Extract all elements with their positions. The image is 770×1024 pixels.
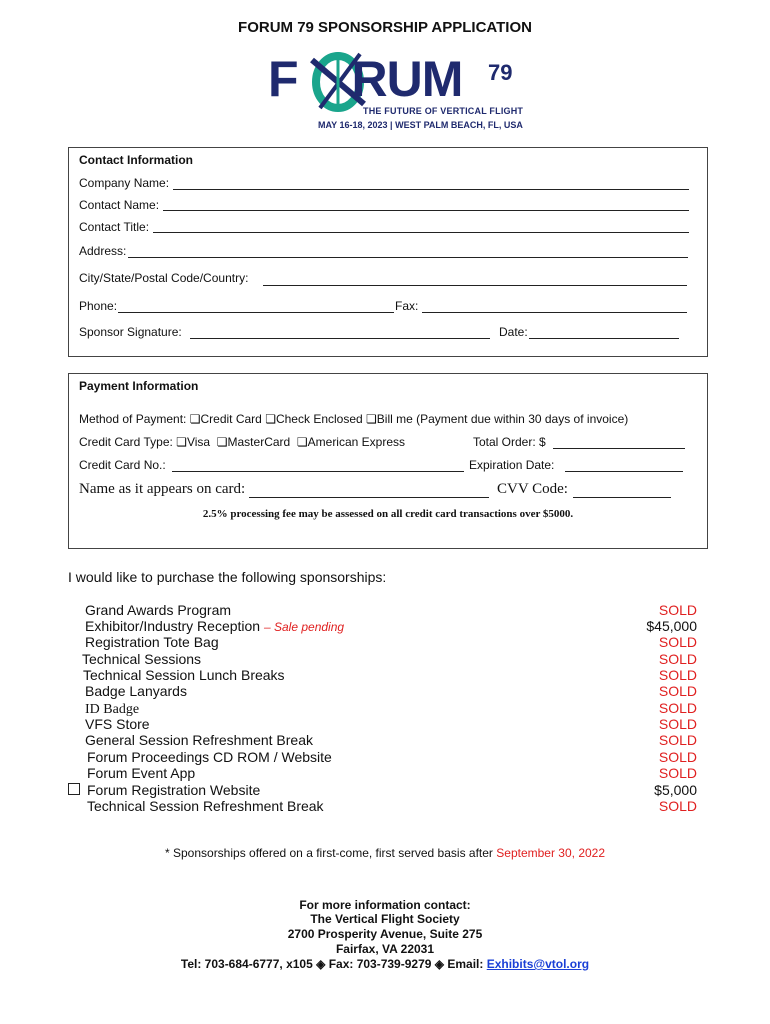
total-order-field[interactable]: [553, 448, 685, 449]
sponsorship-item: [85, 683, 187, 699]
sponsorship-price: SOLD: [658, 683, 697, 699]
sponsorship-name: Forum Proceedings CD ROM / Website: [87, 749, 332, 765]
sponsorship-item: [82, 651, 201, 667]
registration-website-checkbox[interactable]: [68, 783, 80, 795]
diamond-icon: ◈: [434, 957, 445, 971]
sponsorship-price: SOLD: [658, 798, 697, 814]
form-title: FORUM 79 SPONSORSHIP APPLICATION: [238, 19, 532, 36]
sponsorship-name: Grand Awards Program: [85, 602, 232, 618]
sponsorship-price: SOLD: [658, 716, 697, 732]
contact-title-field[interactable]: [153, 232, 689, 233]
logo-superscript: 79: [488, 60, 513, 85]
check-enclosed-option: Check Enclosed: [275, 412, 363, 426]
card-number-label: Credit Card No.:: [79, 458, 166, 472]
city-label: City/State/Postal Code/Country:: [79, 271, 249, 285]
sponsorship-item: [85, 732, 313, 748]
sponsorship-item: [85, 602, 231, 618]
payment-heading: Payment Information: [79, 379, 199, 393]
sponsorship-item: [87, 782, 260, 798]
phone-field[interactable]: [118, 312, 394, 313]
logo-wordmark: F RUM: [268, 51, 463, 107]
footer-contact-row: [0, 957, 770, 971]
check-enclosed-checkbox[interactable]: ❏: [265, 412, 276, 426]
sponsorship-name: Badge Lanyards: [85, 683, 187, 699]
payment-method-row: [79, 412, 628, 426]
fax-label: Fax:: [395, 299, 419, 313]
cvv-label: CVV Code:: [497, 481, 568, 497]
mastercard-option: MasterCard: [227, 435, 291, 449]
sponsorship-item: [85, 634, 219, 650]
sponsorship-name: Technical Session Refreshment Break: [87, 798, 324, 814]
sponsorship-name: VFS Store: [85, 716, 150, 732]
expiration-label: Expiration Date:: [469, 458, 555, 472]
sponsorship-price: SOLD: [658, 732, 697, 748]
sponsorship-item: [83, 667, 285, 683]
footer-email-link[interactable]: Exhibits@vtol.org: [486, 957, 590, 971]
footer-org-name: The Vertical Flight Society: [310, 912, 460, 926]
contact-heading: Contact Information: [79, 153, 193, 167]
first-come-note: [0, 846, 770, 860]
sponsorship-name: Exhibitor/Industry Reception: [85, 618, 261, 634]
sale-pending-note: – Sale pending: [263, 620, 345, 634]
first-come-date: September 30, 2022: [496, 846, 606, 860]
name-on-card-field[interactable]: [249, 497, 489, 498]
sponsorship-price: SOLD: [658, 749, 697, 765]
card-type-label: Credit Card Type:: [79, 435, 173, 449]
sponsorship-name: Registration Tote Bag: [85, 634, 219, 650]
sponsorship-name: Forum Registration Website: [87, 782, 261, 798]
logo-tagline: THE FUTURE OF VERTICAL FLIGHT: [363, 106, 524, 116]
payment-method-label: Method of Payment:: [79, 412, 187, 426]
logo-dates: MAY 16-18, 2023 | WEST PALM BEACH, FL, USA: [318, 120, 523, 130]
date-label: Date:: [499, 325, 528, 339]
sponsorship-item: [87, 749, 332, 765]
sponsorship-name: General Session Refreshment Break: [85, 732, 313, 748]
sponsorship-price: $45,000: [646, 618, 697, 634]
sponsorship-item: [85, 716, 150, 732]
city-state-postal-country-field[interactable]: [263, 285, 687, 286]
sponsorship-price: SOLD: [658, 651, 697, 667]
amex-option: American Express: [307, 435, 406, 449]
credit-card-option: Credit Card: [200, 412, 262, 426]
expiration-field[interactable]: [565, 471, 683, 472]
sponsorship-item: [87, 765, 195, 781]
footer-line-1: For more information contact:: [299, 898, 471, 912]
sponsorship-price: SOLD: [658, 700, 697, 716]
contact-information-section: [68, 147, 708, 357]
date-field[interactable]: [529, 338, 679, 339]
contact-name-field[interactable]: [163, 210, 689, 211]
sponsorship-name: ID Badge: [85, 702, 140, 717]
company-name-field[interactable]: [173, 189, 689, 190]
sponsorship-item: [87, 798, 324, 814]
sponsorship-price: SOLD: [658, 765, 697, 781]
company-name-label: Company Name:: [79, 176, 170, 190]
contact-name-label: Contact Name:: [79, 198, 160, 212]
sponsorship-price: SOLD: [658, 634, 697, 650]
signature-label: Sponsor Signature:: [79, 325, 182, 339]
sponsorship-name: Forum Event App: [87, 765, 196, 781]
footer-email-label: Email:: [447, 957, 484, 971]
footer-fax: Fax: 703-739-9279: [328, 957, 432, 971]
card-number-field[interactable]: [172, 471, 464, 472]
name-on-card-label: Name as it appears on card:: [79, 481, 246, 497]
mastercard-checkbox[interactable]: ❏: [216, 435, 228, 449]
sponsorship-intro: I would like to purchase the following sponsorships:: [68, 569, 387, 585]
address-label: Address:: [79, 244, 127, 258]
footer-city: Fairfax, VA 22031: [335, 942, 435, 956]
sponsorship-price: $5,000: [654, 782, 697, 798]
address-field[interactable]: [128, 257, 688, 258]
signature-field[interactable]: [190, 338, 490, 339]
contact-title-label: Contact Title:: [79, 220, 150, 234]
visa-option: Visa: [186, 435, 211, 449]
sponsorship-item: [85, 618, 344, 634]
bill-me-checkbox[interactable]: ❏: [366, 412, 377, 426]
phone-label: Phone:: [79, 299, 118, 313]
processing-fee-note: 2.5% processing fee may be assessed on all credit card transactions over $5000.: [202, 508, 574, 520]
payment-information-section: [68, 373, 708, 549]
card-type-row: [79, 435, 405, 449]
sponsorship-name: Technical Sessions: [82, 651, 202, 667]
bill-me-option: Bill me (Payment due within 30 days of invoice): [376, 412, 629, 426]
cvv-field[interactable]: [573, 497, 671, 498]
visa-checkbox[interactable]: ❏: [176, 435, 187, 449]
footer-tel: Tel: 703-684-6777, x105: [180, 957, 313, 971]
diamond-icon: ◈: [316, 957, 326, 971]
credit-card-checkbox[interactable]: ❏: [189, 412, 201, 426]
sponsorship-name: Technical Session Lunch Breaks: [83, 667, 285, 683]
total-order-label: Total Order: $: [473, 435, 546, 449]
fax-field[interactable]: [422, 312, 687, 313]
amex-checkbox[interactable]: ❏: [296, 435, 308, 449]
sponsorship-price: SOLD: [658, 602, 697, 618]
first-come-text: * Sponsorships offered on a first-come, first served basis after: [164, 846, 493, 860]
sponsorship-price: SOLD: [658, 667, 697, 683]
footer-street: 2700 Prosperity Avenue, Suite 275: [287, 927, 483, 941]
forum-79-logo: [268, 50, 528, 132]
